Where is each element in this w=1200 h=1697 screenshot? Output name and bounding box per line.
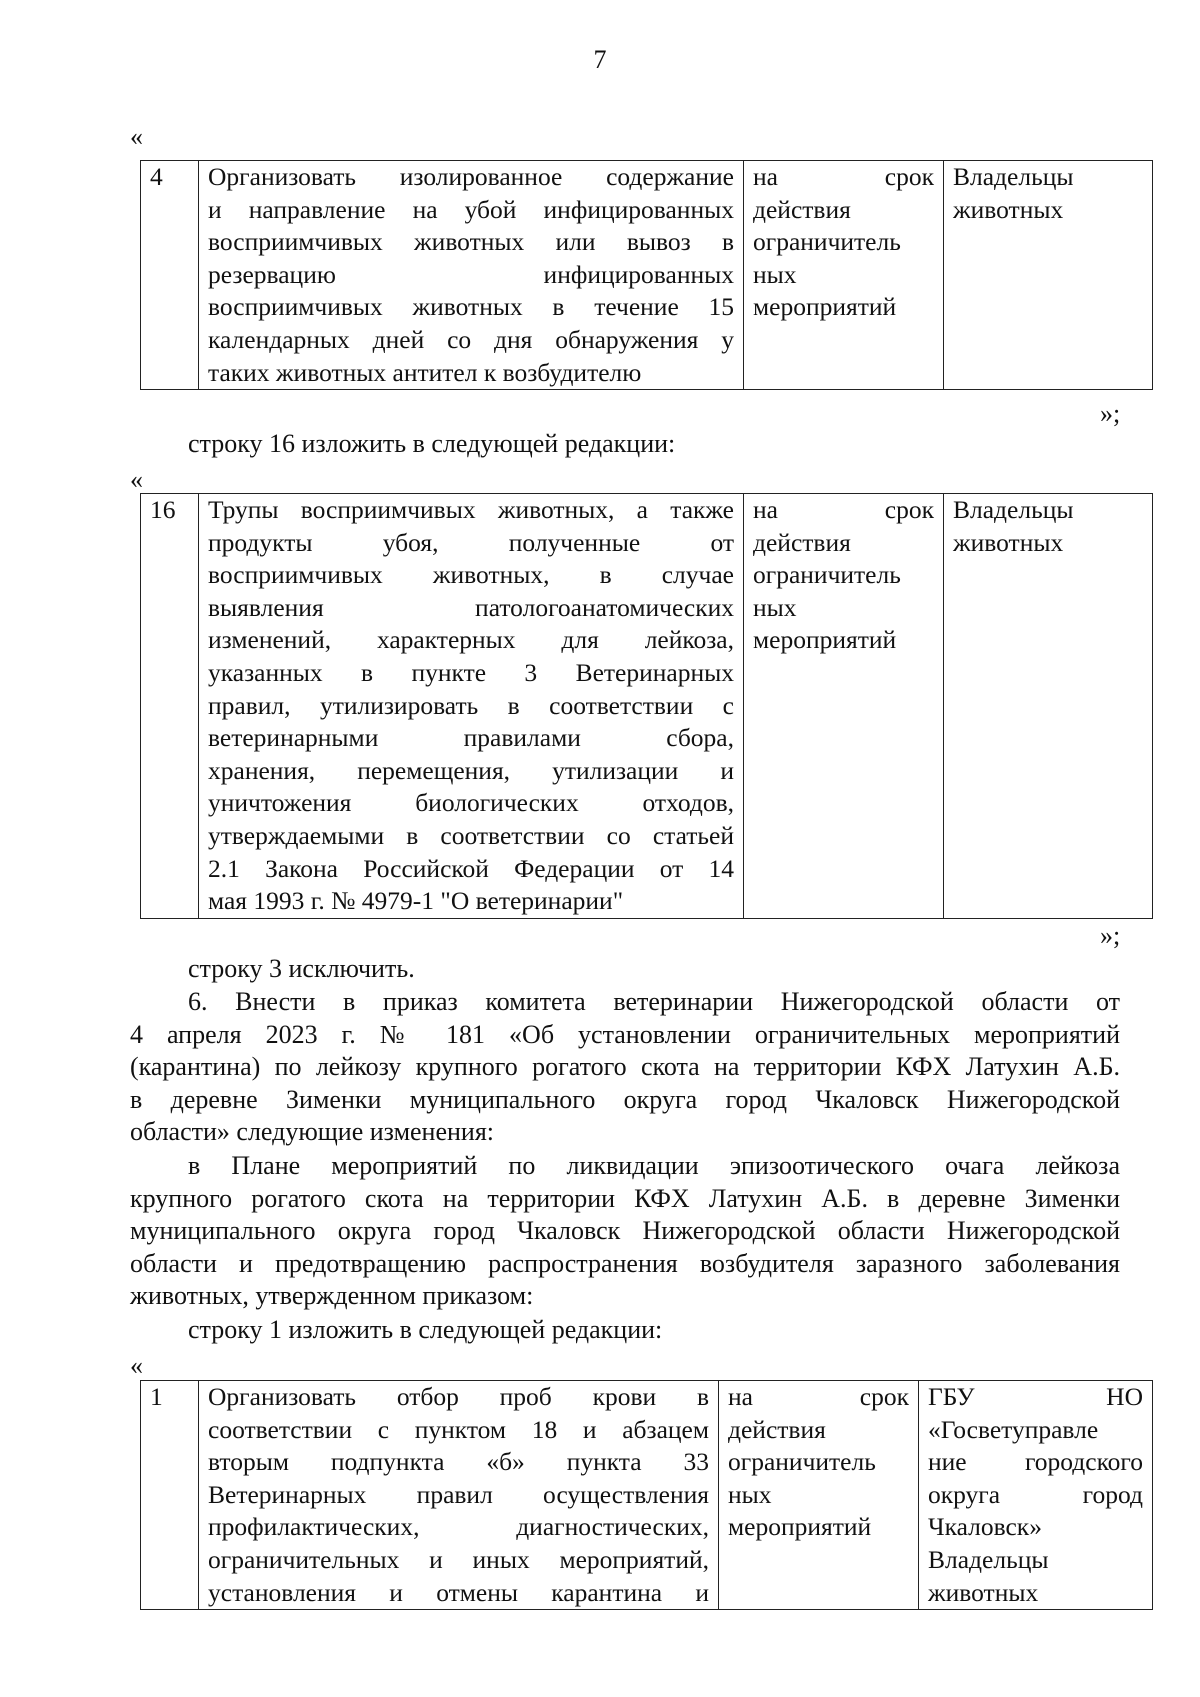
instruction-row3: строку 3 исключить. xyxy=(188,954,415,983)
row-term: на срок действия ограничитель ных мероприятий xyxy=(744,161,944,390)
row-number: 4 xyxy=(141,161,199,390)
row-term: на срок действия ограничитель ных мероприятий xyxy=(719,1381,919,1610)
row-number: 16 xyxy=(141,494,199,919)
row-responsible: ГБУ НО «Госветуправле ние городского округа город Чкаловск» Владельцы животных xyxy=(919,1381,1153,1610)
instruction-row1: строку 1 изложить в следующей редакции: xyxy=(188,1315,663,1344)
table-row-4 xyxy=(140,160,1153,390)
row-text: Организовать изолированное содержание и направление на убой инфицированных восприимчивых животных или вывоз в резервацию инфицированных восприимчивых животных в течение 15 календарных дней со дня обнаружения у таких животных антител к возбудителю xyxy=(199,161,744,390)
row-text: Организовать отбор проб крови в соответствии с пунктом 18 и абзацем вторым подпункта «б» пункта 33 Ветеринарных правил осуществления профилактических, диагностических, ограничительных и иных мероприятий, установления и отмены карантина и xyxy=(199,1381,719,1610)
row-term: на срок действия ограничитель ных мероприятий xyxy=(744,494,944,919)
table-row-16 xyxy=(140,493,1153,919)
row-responsible: Владельцы животных xyxy=(944,494,1153,919)
close-quote-1: »; xyxy=(1100,399,1121,428)
row-text: Трупы восприимчивых животных, а также продукты убоя, полученные от восприимчивых животных, в случае выявления патологоанатомических изменений, характерных для лейкоза, указанных в пункте 3 Ветеринарных правил, утилизировать в соответствии с ветеринарными правилами сбора, хранения, перемещения, утилизации и уничтожения биологических отходов, утверждаемыми в соответствии со статьей 2.1 Закона Российской Федерации от 14 мая 1993 г. № 4979-1 "О ветеринарии" xyxy=(199,494,744,919)
close-quote-2: »; xyxy=(1100,921,1121,950)
paragraph-plan: в Плане мероприятий по ликвидации эпизоотического очага лейкоза крупного рогатого скота на территории КФХ Латухин А.Б. в деревне Зименки муниципального округа город Чкаловск Нижегородской области Нижегородской области и предотвращению распространения возбудителя заразного заболевания животных, утвержденном приказом: xyxy=(130,1151,1120,1311)
open-quote-3: « xyxy=(130,1351,143,1380)
open-quote-2: « xyxy=(130,465,143,494)
open-quote-1: « xyxy=(130,122,143,151)
paragraph-6: 6. Внести в приказ комитета ветеринарии Нижегородской области от 4 апреля 2023 г. № 181 «Об установлении ограничительных мероприятий (карантина) по лейкозу крупного рогатого скота на территории КФХ Латухин А.Б. в деревне Зименки муниципального округа город Чкаловск Нижегородской области» следующие изменения: xyxy=(130,987,1120,1147)
table-row-1 xyxy=(140,1380,1153,1610)
instruction-row16: строку 16 изложить в следующей редакции: xyxy=(188,429,676,458)
page-number: 7 xyxy=(593,45,607,74)
row-responsible: Владельцы животных xyxy=(944,161,1153,390)
row-number: 1 xyxy=(141,1381,199,1610)
